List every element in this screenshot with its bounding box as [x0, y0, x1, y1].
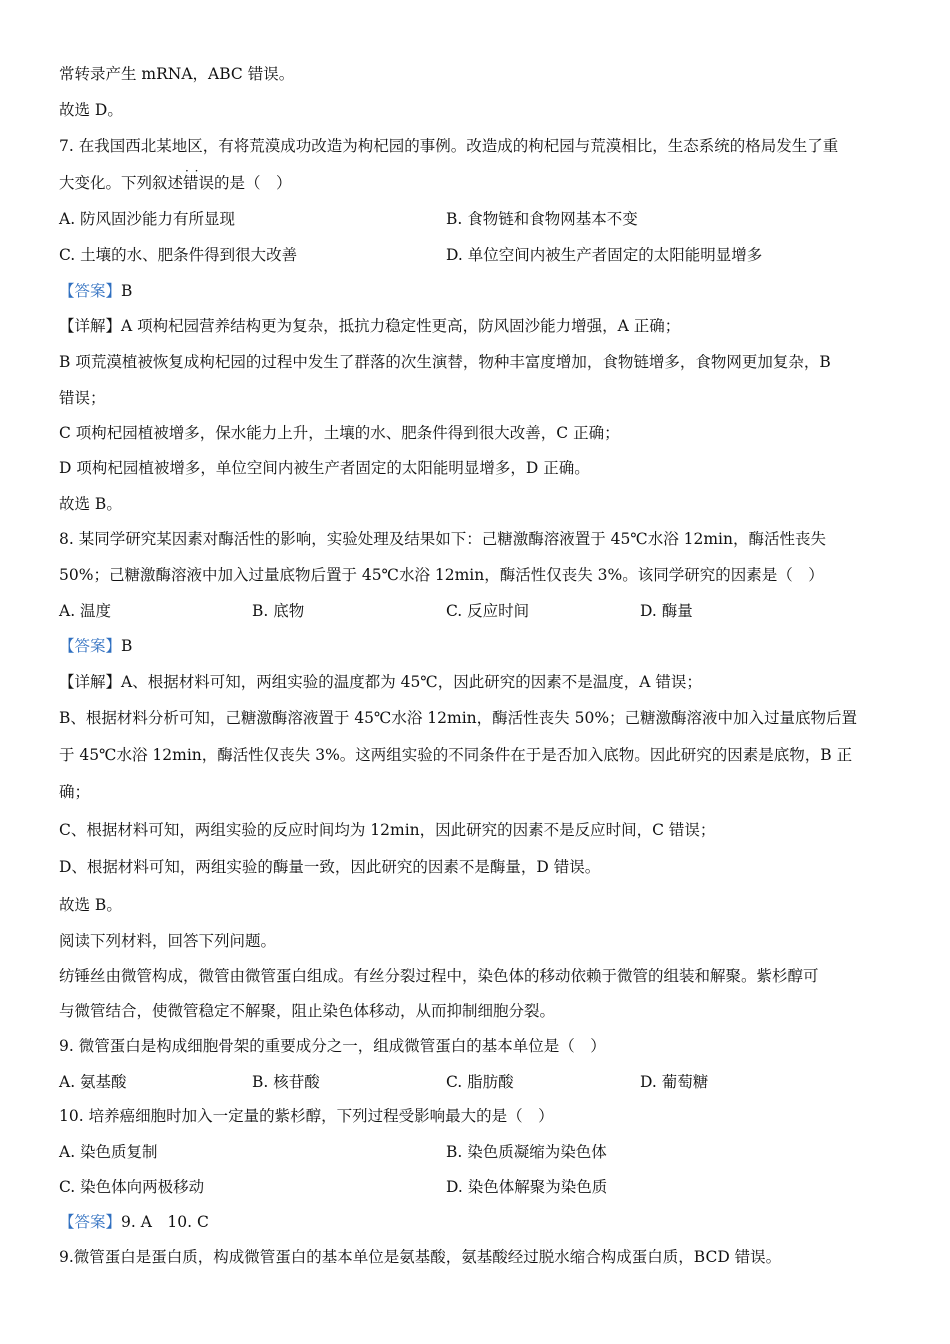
q8-explain-1 — [59, 670, 702, 694]
question-7-stem: 7. 在我国西北某地区，有将荒漠成功改造为枸杞园的事例。改造成的枸杞园与荒漠相比，生态系统的格局发生了重 — [59, 137, 839, 155]
answer-value: B — [121, 637, 133, 655]
answer-value: B — [121, 282, 133, 300]
answer-value: 9. A 10. C — [121, 1213, 209, 1231]
question-8-stem: 8. 某同学研究某因素对酶活性的影响，实验处理及结果如下：己糖激酶溶液置于 45℃水浴 12min，酶活性丧失 — [59, 530, 826, 548]
material-1: 纺锤丝由微管构成，微管由微管蛋白组成。有丝分裂过程中，染色体的移动依赖于微管的组装和解聚。紫杉醇可 — [59, 967, 819, 985]
q7-option-a: A. 防风固沙能力有所显现 — [59, 210, 236, 228]
q9-option-c: C. 脂肪酸 — [446, 1073, 514, 1091]
explain-tag: 【详解】 — [59, 317, 122, 335]
question-9-stem: 9. 微管蛋白是构成细胞骨架的重要成分之一，组成微管蛋白的基本单位是（ ） — [59, 1037, 606, 1055]
q8-explain-6: D、根据材料可知，两组实验的酶量一致，因此研究的因素不是酶量，D 错误。 — [59, 858, 601, 876]
question-7-stem-2 — [59, 171, 292, 195]
q8-option-b: B. 底物 — [252, 602, 305, 620]
q8-answer — [59, 634, 132, 658]
q9-option-d: D. 葡萄糖 — [640, 1073, 709, 1091]
answer-tag: 【答案】 — [59, 637, 122, 655]
stem-text: 大变化。下列叙述 — [59, 174, 184, 192]
q9-explain: 9.微管蛋白是蛋白质，构成微管蛋白的基本单位是氨基酸，氨基酸经过脱水缩合构成蛋白质，BCD 错误。 — [59, 1248, 782, 1266]
q8-explain-5: C、根据材料可知，两组实验的反应时间均为 12min，因此研究的因素不是反应时间，C 错误； — [59, 821, 716, 839]
q7-option-b: B. 食物链和食物网基本不变 — [446, 210, 638, 228]
text-line: 常转录产生 mRNA，ABC 错误。 — [59, 65, 295, 83]
answer-tag: 【答案】 — [59, 282, 122, 300]
q7-option-c: C. 土壤的水、肥条件得到很大改善 — [59, 246, 298, 264]
q10-option-b: B. 染色质凝缩为染色体 — [446, 1143, 607, 1161]
q7-explain-3: 错误； — [59, 389, 106, 407]
q10-option-c: C. 染色体向两极移动 — [59, 1178, 205, 1196]
q10-option-d: D. 染色体解聚为染色质 — [446, 1178, 608, 1196]
q10-option-a: A. 染色质复制 — [59, 1143, 158, 1161]
q7-answer — [59, 279, 132, 303]
q8-option-c: C. 反应时间 — [446, 602, 530, 620]
q8-explain-3: 于 45℃水浴 12min，酶活性仅丧失 3%。这两组实验的不同条件在于是否加入底物。因此研究的因素是底物，B 正 — [59, 746, 853, 764]
q7-explain-4: C 项枸杞园植被增多，保水能力上升，土壤的水、肥条件得到很大改善，C 正确； — [59, 424, 620, 442]
q9-option-a: A. 氨基酸 — [59, 1073, 127, 1091]
answer-tag: 【答案】 — [59, 1213, 122, 1231]
q8-select: 故选 B。 — [59, 896, 122, 914]
q8-explain-2: B、根据材料分析可知，己糖激酶溶液置于 45℃水浴 12min，酶活性丧失 50%；己糖激酶溶液中加入过量底物后置 — [59, 709, 858, 727]
q8-option-d: D. 酶量 — [640, 602, 693, 620]
question-10-stem: 10. 培养癌细胞时加入一定量的紫杉醇，下列过程受影响最大的是（ ） — [59, 1107, 554, 1125]
reading-intro: 阅读下列材料，回答下列问题。 — [59, 932, 277, 950]
material-2: 与微管结合，使微管稳定不解聚，阻止染色体移动，从而抑制细胞分裂。 — [59, 1002, 556, 1020]
q9-10-answer — [59, 1210, 209, 1234]
q7-explain-5: D 项枸杞园植被增多，单位空间内被生产者固定的太阳能明显增多，D 正确。 — [59, 459, 590, 477]
q7-explain-2: B 项荒漠植被恢复成枸杞园的过程中发生了群落的次生演替，物种丰富度增加，食物链增多，食物网更加复杂，B — [59, 353, 831, 371]
question-8-stem-2: 50%；己糖激酶溶液中加入过量底物后置于 45℃水浴 12min，酶活性仅丧失 3%。该同学研究的因素是（ ） — [59, 566, 824, 584]
emphasis-text: · · 错误 — [183, 171, 214, 195]
q7-option-d: D. 单位空间内被生产者固定的太阳能明显增多 — [446, 246, 763, 264]
q7-select: 故选 B。 — [59, 495, 122, 513]
explain-tag: 【详解】 — [59, 673, 122, 691]
select-line: 故选 D。 — [59, 101, 123, 119]
stem-text: 的是（ ） — [214, 174, 292, 192]
explain-text: A 项枸杞园营养结构更为复杂，抵抗力稳定性更高，防风固沙能力增强，A 正确； — [121, 317, 681, 335]
explain-text: A、根据材料可知，两组实验的温度都为 45℃，因此研究的因素不是温度，A 错误； — [121, 673, 702, 691]
q8-option-a: A. 温度 — [59, 602, 112, 620]
q9-option-b: B. 核苷酸 — [252, 1073, 320, 1091]
q8-explain-4: 确； — [59, 783, 91, 801]
q7-explain-1 — [59, 314, 680, 338]
